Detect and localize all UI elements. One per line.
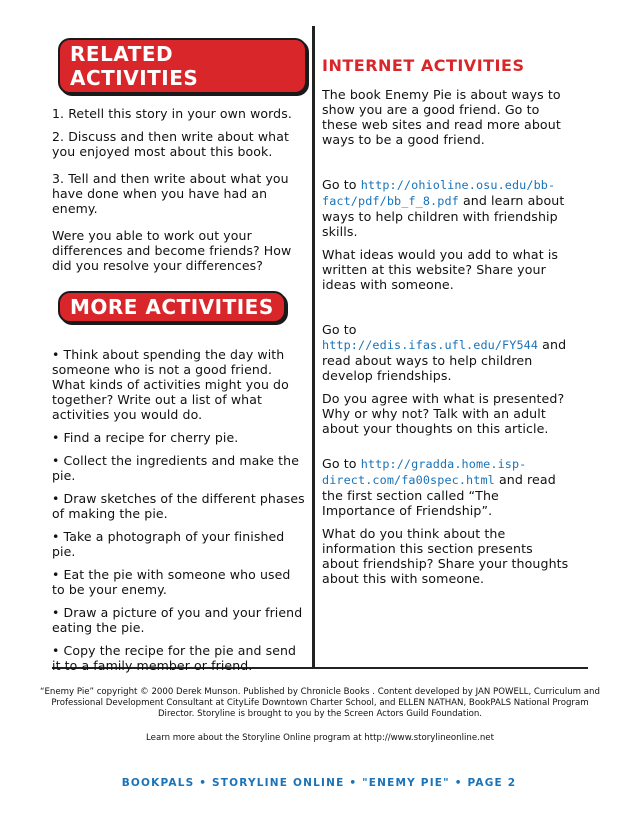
page-label: BOOKPALS • STORYLINE ONLINE • "ENEMY PIE" • PAGE 2 bbox=[121, 777, 517, 789]
gradda-link[interactable]: http://gradda.home.isp-direct.com/fa00spec.html bbox=[322, 457, 527, 487]
internet-block-3 bbox=[322, 456, 572, 518]
footer-learn-more: Learn more about the Storyline Online program at http://www.storylineonline.net bbox=[146, 733, 494, 743]
more-item-2: • Find a recipe for cherry pie. bbox=[52, 430, 239, 445]
internet-question-3: What do you think about the information this section presents about friendship? Share your thoughts about this with someone. bbox=[322, 526, 569, 586]
block1-pre: Go to bbox=[322, 177, 361, 192]
more-item-3: • Collect the ingredients and make the pie. bbox=[52, 453, 299, 483]
block3-post: and read the first section called “The Importance of Friendship”. bbox=[322, 472, 556, 518]
related-item-3: 3. Tell and then write about what you have done when you have had an enemy. bbox=[52, 171, 289, 216]
ohioline-link[interactable]: http://ohioline.osu.edu/bb-fact/pdf/bb_f_8.pdf bbox=[322, 178, 556, 208]
related-item-2: 2. Discuss and then write about what you enjoyed most about this book. bbox=[52, 129, 289, 159]
column-divider bbox=[312, 26, 315, 667]
related-activities-title: RELATED ACTIVITIES bbox=[58, 38, 307, 94]
more-activities-title: MORE ACTIVITIES bbox=[58, 291, 286, 323]
internet-block-2 bbox=[322, 322, 572, 383]
more-activities-header bbox=[58, 291, 307, 323]
more-item-1: • Think about spending the day with someone who is not a good friend. What kinds of activities might you do together? Write out a list of what activities you would do. bbox=[52, 347, 289, 422]
internet-question-1: What ideas would you add to what is written at this website? Share your ideas with someone. bbox=[322, 247, 559, 292]
edis-link[interactable]: http://edis.ifas.ufl.edu/FY544 bbox=[322, 338, 539, 352]
related-item-1: 1. Retell this story in your own words. bbox=[52, 106, 292, 121]
more-item-7: • Draw a picture of you and your friend eating the pie. bbox=[52, 605, 303, 635]
block2-post: and read about ways to help children develop friendships. bbox=[322, 337, 567, 383]
related-activities-header bbox=[58, 38, 307, 94]
more-item-6: • Eat the pie with someone who used to be your enemy. bbox=[52, 567, 291, 597]
footer-credits: “Enemy Pie” copyright © 2000 Derek Munson. Published by Chronicle Books . Content developed by JAN POWELL, Curriculum and Professional Development Consultant at CityLife Downtown Charter School, and ELLEN NATHAN, BookPALS National Program Director. Storyline is brought to you by the Screen Actors Guild Foundation. bbox=[40, 687, 600, 719]
internet-block-1 bbox=[322, 177, 572, 239]
block3-pre: Go to bbox=[322, 456, 361, 471]
more-item-8: • Copy the recipe for the pie and send it to a family member or friend. bbox=[52, 643, 297, 673]
internet-question-2: Do you agree with what is presented? Why or why not? Talk with an adult about your thoughts on this article. bbox=[322, 391, 565, 436]
more-item-5: • Take a photograph of your finished pie. bbox=[52, 529, 285, 559]
right-column bbox=[322, 30, 572, 594]
internet-activities-title: INTERNET ACTIVITIES bbox=[322, 56, 525, 75]
left-column bbox=[52, 30, 307, 681]
internet-intro: The book Enemy Pie is about ways to show you are a good friend. Go to these web sites and read more about ways to be a good friend. bbox=[322, 87, 561, 147]
related-item-4: Were you able to work out your differences and become friends? How did you resolve your differences? bbox=[52, 228, 292, 273]
block2-pre: Go to bbox=[322, 322, 357, 337]
more-item-4: • Draw sketches of the different phases of making the pie. bbox=[52, 491, 305, 521]
block1-post: and learn about ways to help children with friendship skills. bbox=[322, 193, 565, 239]
